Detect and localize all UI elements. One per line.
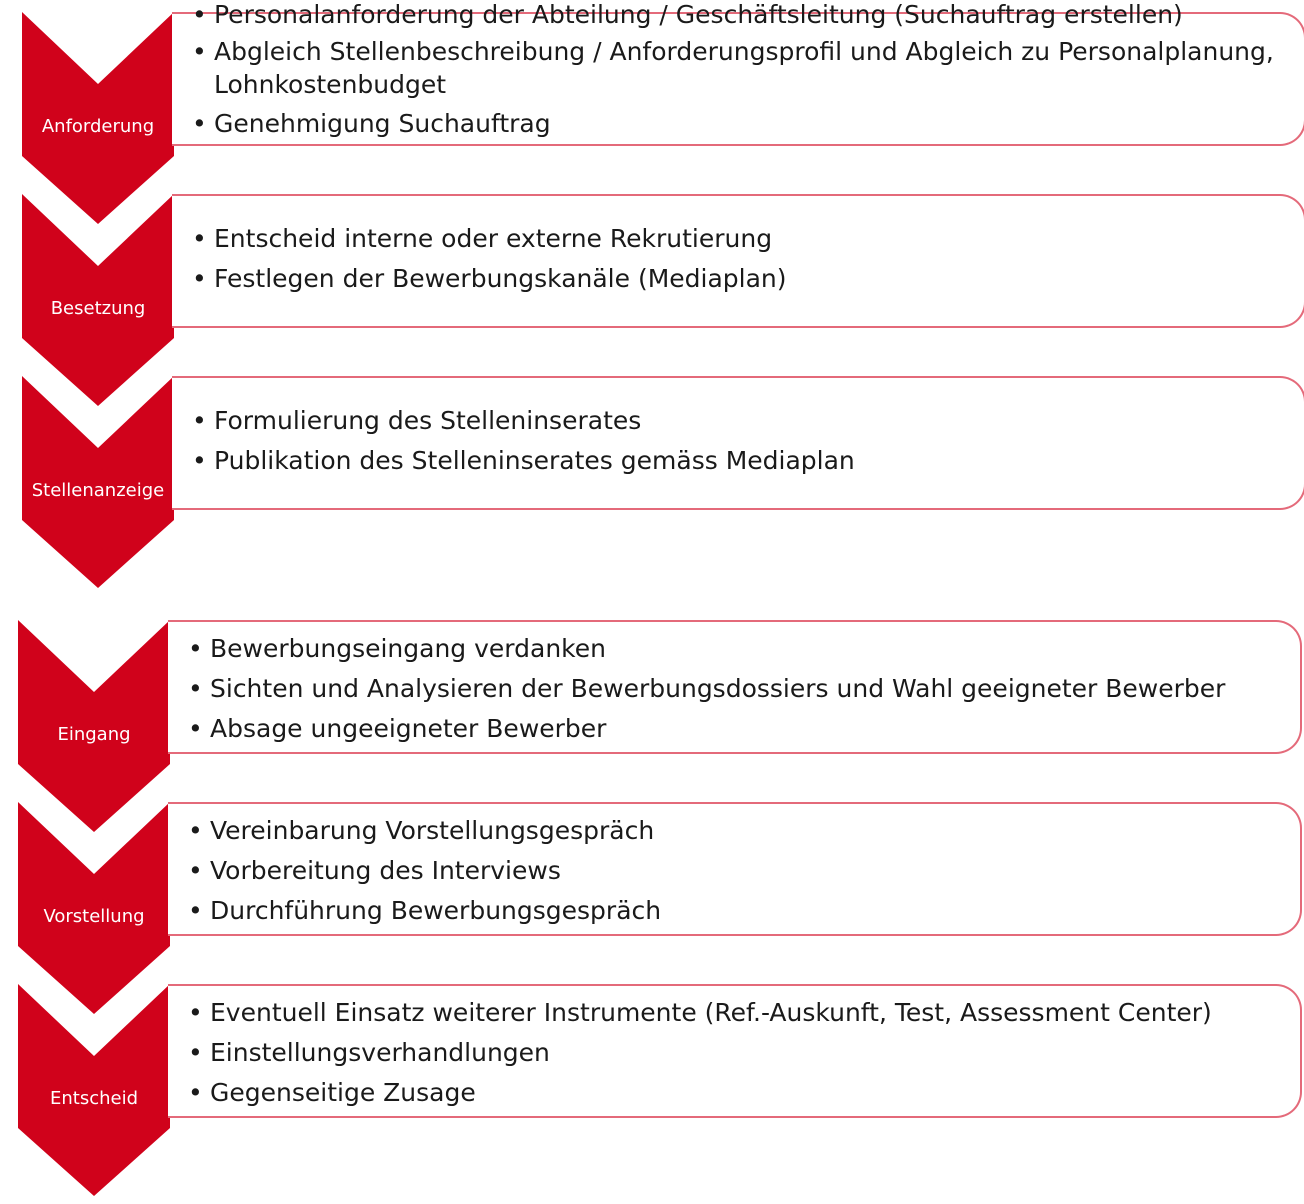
- step-details-box: [172, 376, 1304, 510]
- bullet-list: [186, 404, 1284, 477]
- bullet-item: • Vereinbarung Vorstellungsgespräch: [182, 814, 1280, 847]
- bullet-item: • Publikation des Stelleninserates gemäss Mediaplan: [186, 444, 1284, 477]
- bullet-item: • Eventuell Einsatz weiterer Instrumente (Ref.-Auskunft, Test, Assessment Center): [182, 996, 1280, 1029]
- bullet-item: • Einstellungsverhandlungen: [182, 1036, 1280, 1069]
- step-label: Anforderung: [41, 116, 155, 137]
- bullet-list: [186, 0, 1284, 140]
- bullet-item: • Abgleich Stellenbeschreibung / Anforderungsprofil und Abgleich zu Personalplanung, Lohnkostenbudget: [186, 35, 1284, 101]
- step-details-box: [168, 620, 1302, 754]
- bullet-item: • Gegenseitige Zusage: [182, 1076, 1280, 1109]
- bullet-item: • Vorbereitung des Interviews: [182, 854, 1280, 887]
- bullet-list: [186, 222, 1284, 295]
- bullet-item: • Sichten und Analysieren der Bewerbungsdossiers und Wahl geeigneter Bewerber: [182, 672, 1280, 705]
- bullet-item: • Durchführung Bewerbungsgespräch: [182, 894, 1280, 927]
- bullet-item: • Personalanforderung der Abteilung / Geschäftsleitung (Suchauftrag erstellen): [186, 0, 1284, 31]
- step-label: Eingang: [57, 724, 131, 745]
- bullet-item: • Bewerbungseingang verdanken: [182, 632, 1280, 665]
- bullet-list: [182, 632, 1280, 745]
- bullet-item: • Entscheid interne oder externe Rekrutierung: [186, 222, 1284, 255]
- bullet-item: • Festlegen der Bewerbungskanäle (Mediaplan): [186, 262, 1284, 295]
- bullet-item: • Genehmigung Suchauftrag: [186, 107, 1284, 140]
- bullet-list: [182, 996, 1280, 1109]
- step-label: Vorstellung: [43, 906, 145, 927]
- step-details-box: [168, 984, 1302, 1118]
- bullet-item: • Absage ungeeigneter Bewerber: [182, 712, 1280, 745]
- step-details-box: [172, 194, 1304, 328]
- step-details-box: [172, 0, 1304, 146]
- process-step: [18, 984, 1302, 1204]
- step-details-box: [168, 802, 1302, 936]
- step-label: Besetzung: [50, 298, 146, 319]
- process-step: [22, 376, 1304, 596]
- bullet-list: [182, 814, 1280, 927]
- bullet-item: • Formulierung des Stelleninserates: [186, 404, 1284, 437]
- step-label: Entscheid: [49, 1088, 139, 1109]
- step-label: Stellenanzeige: [31, 480, 165, 501]
